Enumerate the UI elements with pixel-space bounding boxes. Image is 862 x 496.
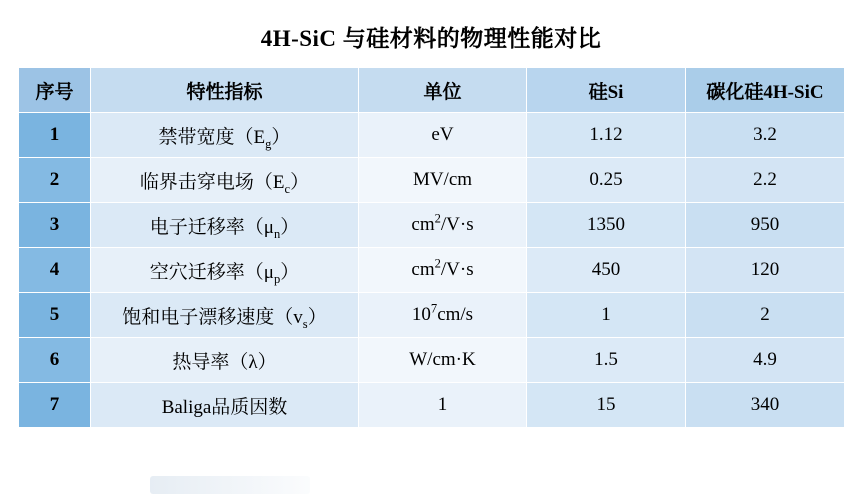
cell-unit <box>359 203 527 248</box>
table-row <box>19 338 845 383</box>
cell-property <box>91 383 359 428</box>
cell-index: 7 <box>19 383 91 428</box>
cell-property <box>91 338 359 383</box>
table-header-row <box>19 68 845 113</box>
cell-property <box>91 158 359 203</box>
property-text: Baliga品质因数 <box>161 396 288 418</box>
cell-silicon-value: 1 <box>527 293 686 338</box>
cell-unit <box>359 158 527 203</box>
cell-index: 2 <box>19 158 91 203</box>
table-row <box>19 383 845 428</box>
unit-suffix: /V·s <box>440 214 474 235</box>
column-header-sic: 碳化硅4H-SiC <box>686 68 845 113</box>
cell-sic-value: 4.9 <box>686 338 845 383</box>
cell-sic-value: 3.2 <box>686 113 845 158</box>
cell-index: 3 <box>19 203 91 248</box>
property-subscript: n <box>273 226 281 241</box>
table-row <box>19 203 845 248</box>
property-text: 电子迁移率（μ <box>149 216 274 238</box>
cell-property <box>91 203 359 248</box>
property-suffix: ） <box>271 126 291 148</box>
watermark-graphic <box>150 476 310 494</box>
table-row <box>19 293 845 338</box>
cell-unit <box>359 293 527 338</box>
cell-index: 1 <box>19 113 91 158</box>
cell-property <box>91 248 359 293</box>
property-subscript: g <box>265 136 272 151</box>
table-row <box>19 113 845 158</box>
table-header <box>19 68 845 113</box>
cell-unit <box>359 113 527 158</box>
column-header-unit: 单位 <box>359 68 527 113</box>
unit-suffix: /V·s <box>440 259 474 280</box>
unit-text: 1 <box>437 394 448 415</box>
cell-index: 5 <box>19 293 91 338</box>
cell-sic-value: 2 <box>686 293 845 338</box>
unit-text: cm <box>411 214 435 235</box>
unit-superscript: 2 <box>434 211 441 226</box>
cell-sic-value: 2.2 <box>686 158 845 203</box>
property-suffix: ） <box>290 171 310 193</box>
cell-sic-value: 950 <box>686 203 845 248</box>
property-text: 空穴迁移率（μ <box>149 261 274 283</box>
cell-index: 6 <box>19 338 91 383</box>
unit-superscript: 2 <box>434 256 441 271</box>
property-text: 饱和电子漂移速度（v <box>122 306 303 328</box>
table-container <box>0 67 862 428</box>
unit-superscript: 7 <box>430 301 438 316</box>
cell-property <box>91 113 359 158</box>
column-header-silicon: 硅Si <box>527 68 686 113</box>
property-subscript: p <box>273 271 281 286</box>
cell-unit <box>359 383 527 428</box>
unit-suffix: cm/s <box>437 304 474 325</box>
cell-silicon-value: 1350 <box>527 203 686 248</box>
cell-sic-value: 120 <box>686 248 845 293</box>
column-header-index: 序号 <box>19 68 91 113</box>
column-header-property: 特性指标 <box>91 68 359 113</box>
property-suffix: ） <box>307 306 327 328</box>
unit-text: MV/cm <box>412 169 473 190</box>
cell-silicon-value: 1.5 <box>527 338 686 383</box>
unit-text: 10 <box>411 304 431 325</box>
cell-silicon-value: 0.25 <box>527 158 686 203</box>
table-row <box>19 248 845 293</box>
property-suffix: ） <box>280 216 300 238</box>
cell-sic-value: 340 <box>686 383 845 428</box>
cell-unit <box>359 248 527 293</box>
cell-index: 4 <box>19 248 91 293</box>
property-suffix: ） <box>280 261 300 283</box>
table-body <box>19 113 845 428</box>
cell-silicon-value: 1.12 <box>527 113 686 158</box>
unit-text: cm <box>411 259 435 280</box>
cell-silicon-value: 15 <box>527 383 686 428</box>
property-text: 临界击穿电场（E <box>139 171 285 193</box>
property-text: 热导率（λ） <box>172 351 277 373</box>
property-subscript: c <box>284 181 291 196</box>
comparison-table <box>18 67 845 428</box>
page-title: 4H-SiC 与硅材料的物理性能对比 <box>260 26 602 51</box>
cell-property <box>91 293 359 338</box>
table-row <box>19 158 845 203</box>
property-subscript: s <box>302 316 308 331</box>
cell-silicon-value: 450 <box>527 248 686 293</box>
cell-unit <box>359 338 527 383</box>
unit-text: W/cm·K <box>409 349 476 370</box>
property-text: 禁带宽度（E <box>158 126 266 148</box>
unit-text: eV <box>431 124 454 145</box>
